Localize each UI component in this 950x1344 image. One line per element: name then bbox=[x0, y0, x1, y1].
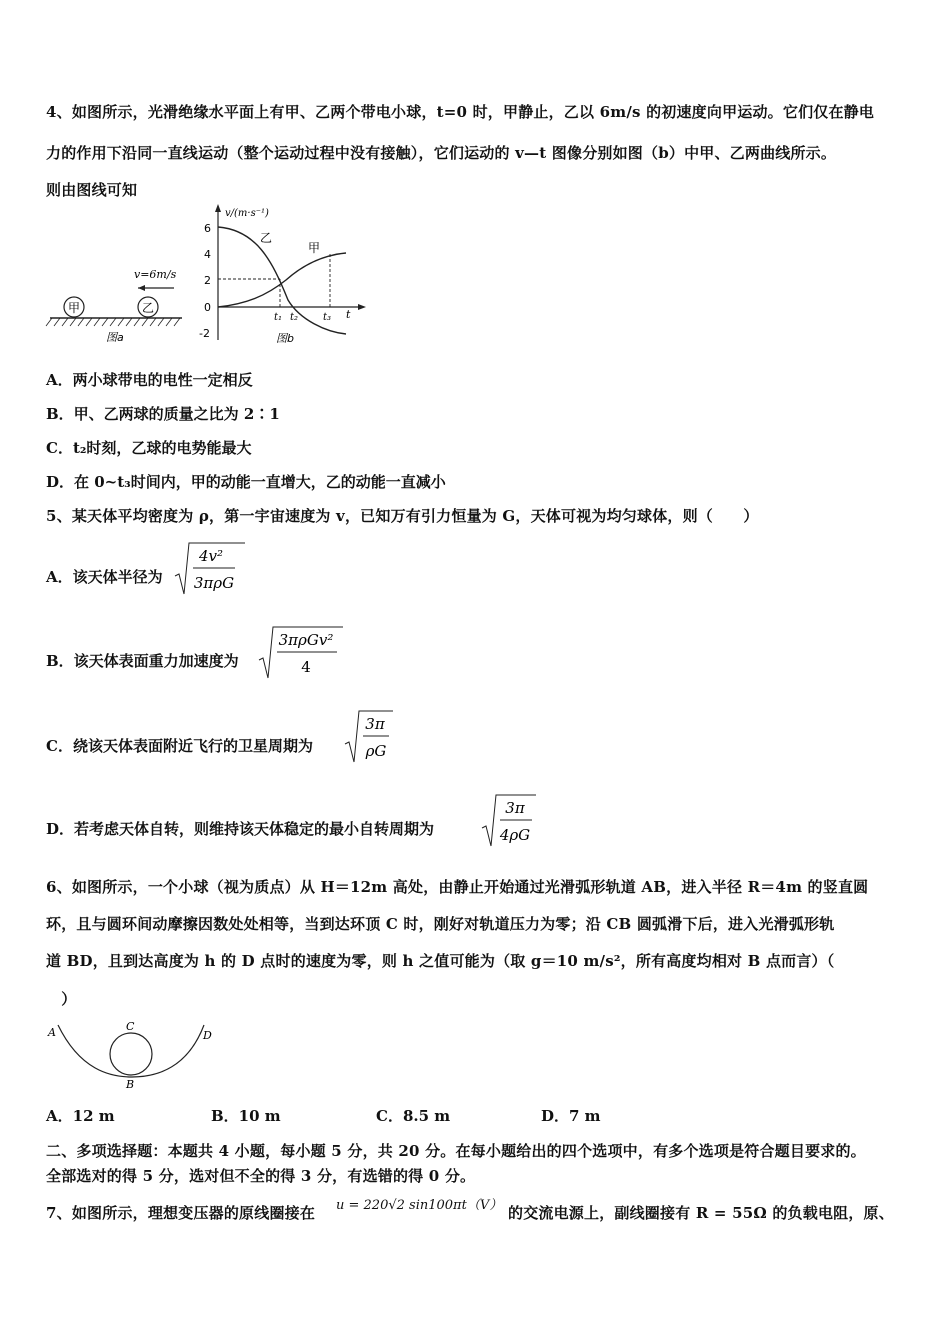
curve-jia-label: 甲 bbox=[308, 241, 321, 255]
q6-figure bbox=[40, 1015, 225, 1091]
curve-jia bbox=[218, 253, 346, 307]
q7-stem-before: 7、如图所示，理想变压器的原线圈接在 bbox=[46, 1204, 316, 1222]
q5-option-a-formula bbox=[173, 540, 248, 596]
q4-stem-line-3: 则由图线可知 bbox=[46, 181, 138, 199]
q7-stem-after: 的交流电源上，副线圈接有 R = 55Ω 的负载电阻，原、 bbox=[508, 1204, 894, 1222]
figure-b-caption: 图b bbox=[276, 332, 294, 345]
q6-stem-line-2: 环，且与圆环间动摩擦因数处处相等，当到达环顶 C 时，刚好对轨道压力为零；沿 CB 圆弧滑下后，进入光滑弧形轨 bbox=[46, 915, 835, 933]
q6-option-a: A．12 m bbox=[46, 1107, 115, 1125]
y-tick-2: 2 bbox=[204, 274, 211, 287]
q4-stem-line-1: 4、如图所示，光滑绝缘水平面上有甲、乙两个带电小球，t=0 时，甲静止，乙以 6m/s 的初速度向甲运动。它们仅在静电 bbox=[46, 103, 875, 121]
figure-a-caption: 图a bbox=[106, 331, 124, 344]
q5-option-c: C．绕该天体表面附近飞行的卫星周期为 bbox=[46, 737, 313, 755]
q4-figure-b bbox=[196, 200, 371, 350]
q5-a-numerator: 4v² bbox=[198, 547, 224, 565]
q6-option-c: C．8.5 m bbox=[376, 1107, 451, 1125]
x-tick-t2: t₂ bbox=[290, 312, 299, 323]
ball-jia-label: 甲 bbox=[67, 301, 81, 315]
y-axis-label: v/(m·s⁻¹) bbox=[225, 208, 269, 219]
q5-d-denominator: 4ρG bbox=[499, 826, 531, 844]
y-tick-4: 4 bbox=[204, 248, 211, 261]
x-tick-t1: t₁ bbox=[274, 312, 283, 323]
y-tick-6: 6 bbox=[204, 222, 211, 235]
q5-c-denominator: ρG bbox=[365, 742, 387, 760]
q5-option-d-formula bbox=[480, 792, 540, 848]
point-d-label: D bbox=[203, 1029, 212, 1042]
q5-option-c-formula bbox=[343, 708, 398, 764]
q5-c-numerator: 3π bbox=[365, 715, 385, 733]
section2-line-2: 全部选对的得 5 分，选对但不全的得 3 分，有选错的得 0 分。 bbox=[46, 1167, 476, 1185]
q5-b-denominator: 4 bbox=[301, 658, 311, 676]
q5-a-denominator: 3πρG bbox=[193, 574, 235, 592]
q5-option-b: B．该天体表面重力加速度为 bbox=[46, 652, 239, 670]
q5-d-numerator: 3π bbox=[505, 799, 525, 817]
q5-option-d: D．若考虑天体自转，则维持该天体稳定的最小自转周期为 bbox=[46, 820, 435, 838]
velocity-label: v=6m/s bbox=[134, 268, 177, 281]
q4-option-b: B．甲、乙两球的质量之比为 2∶1 bbox=[46, 405, 280, 423]
q6-stem-line-4: ） bbox=[46, 990, 77, 1008]
q5-stem: 5、某天体平均密度为 ρ，第一宇宙速度为 v，已知万有引力恒量为 G，天体可视为均匀球体，则（ ） bbox=[46, 507, 759, 525]
q4-option-a: A．两小球带电的电性一定相反 bbox=[46, 371, 253, 389]
q5-option-a: A．该天体半径为 bbox=[46, 568, 163, 586]
y-tick-0: 0 bbox=[204, 301, 211, 314]
q6-option-b: B．10 m bbox=[211, 1107, 281, 1125]
q4-option-d: D．在 0~t₃时间内，甲的动能一直增大，乙的动能一直减小 bbox=[46, 473, 446, 491]
q4-figure-a bbox=[44, 200, 194, 350]
q6-stem-line-1: 6、如图所示，一个小球（视为质点）从 H＝12m 高处，由静止开始通过光滑弧形轨道 AB，进入半径 R＝4m 的竖直圆 bbox=[46, 878, 869, 896]
point-c-label: C bbox=[126, 1020, 135, 1033]
q4-option-c: C．t₂时刻，乙球的电势能最大 bbox=[46, 439, 252, 457]
x-axis-label: t bbox=[346, 308, 351, 321]
ball-yi-label: 乙 bbox=[141, 301, 155, 315]
q7-formula: u = 220√2 sin100πt（V） bbox=[336, 1198, 503, 1213]
loop-circle bbox=[110, 1033, 152, 1075]
section2-line-1: 二、多项选择题：本题共 4 小题，每小题 5 分，共 20 分。在每小题给出的四个选项中，有多个选项是符合题目要求的。 bbox=[46, 1142, 866, 1160]
point-a-label: A bbox=[48, 1026, 56, 1039]
curve-yi-label: 乙 bbox=[260, 231, 273, 245]
point-b-label: B bbox=[126, 1078, 135, 1091]
q5-option-b-formula bbox=[257, 624, 347, 680]
q4-stem-line-2: 力的作用下沿同一直线运动（整个运动过程中没有接触），它们运动的 v—t 图像分别如图（b）中甲、乙两曲线所示。 bbox=[46, 144, 837, 162]
q5-b-numerator: 3πρGv² bbox=[278, 631, 334, 649]
q6-option-d: D．7 m bbox=[541, 1107, 601, 1125]
y-tick-neg2: -2 bbox=[199, 327, 210, 340]
x-tick-t3: t₃ bbox=[323, 312, 332, 323]
q6-stem-line-3: 道 BD，且到达高度为 h 的 D 点时的速度为零，则 h 之值可能为（取 g＝10 m/s²，所有高度均相对 B 点而言）（ bbox=[46, 952, 835, 970]
